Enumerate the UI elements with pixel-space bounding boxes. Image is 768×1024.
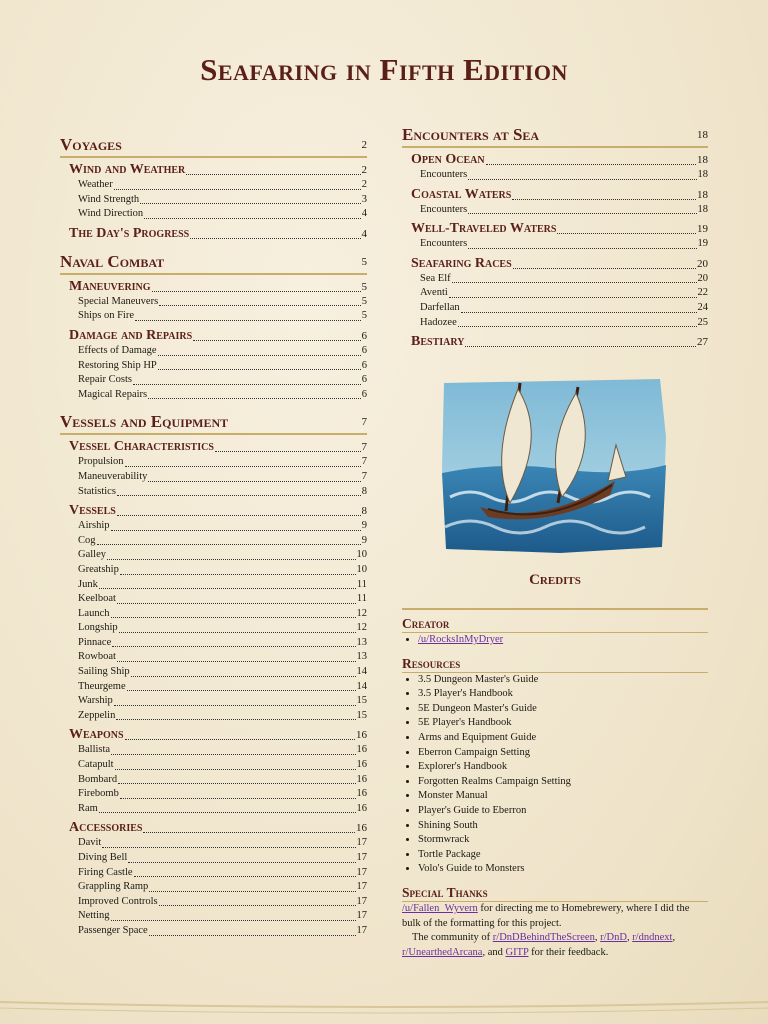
dot-leader bbox=[148, 481, 360, 482]
dot-leader bbox=[131, 676, 356, 677]
page-number: 16 bbox=[356, 729, 367, 742]
page-number: 24 bbox=[697, 301, 708, 313]
page-number: 4 bbox=[361, 208, 367, 220]
page-number: 16 bbox=[356, 822, 367, 835]
toc-label: Sailing Ship bbox=[78, 666, 130, 678]
page-number: 16 bbox=[356, 759, 367, 771]
resource-item: • Tortle Package bbox=[418, 848, 708, 863]
dot-leader bbox=[115, 769, 356, 770]
dot-leader bbox=[186, 174, 360, 175]
toc-entry[interactable] bbox=[60, 650, 367, 665]
toc-label: Rowboat bbox=[78, 651, 116, 663]
page-number: 8 bbox=[361, 505, 367, 518]
page-number: 20 bbox=[697, 272, 708, 284]
toc-label: Greatship bbox=[78, 563, 119, 575]
page-number: 19 bbox=[697, 238, 708, 250]
toc-entry[interactable] bbox=[60, 178, 367, 193]
toc-entry[interactable] bbox=[60, 787, 367, 802]
toc-label: Damage and Repairs bbox=[69, 327, 193, 343]
page-number: 13 bbox=[356, 651, 367, 663]
toc-entry[interactable] bbox=[60, 592, 367, 607]
page-number: 17 bbox=[356, 837, 367, 849]
toc-entry[interactable] bbox=[60, 909, 367, 924]
resource-item: • Monster Manual bbox=[418, 789, 708, 804]
dot-leader bbox=[120, 574, 356, 575]
creator-heading: Creator bbox=[402, 616, 708, 633]
resource-item: • 5E Player's Handbook bbox=[418, 716, 708, 731]
dot-leader bbox=[159, 305, 361, 306]
toc-entry[interactable] bbox=[60, 388, 367, 403]
page-number: 11 bbox=[356, 593, 367, 605]
dot-leader bbox=[143, 832, 355, 833]
group-spacer bbox=[60, 499, 367, 502]
toc-entry[interactable] bbox=[60, 802, 367, 817]
dot-leader bbox=[117, 495, 361, 496]
dot-leader bbox=[117, 661, 356, 662]
resource-item: • 3.5 Dungeon Master's Guide bbox=[418, 673, 708, 688]
page-number: 8 bbox=[361, 485, 367, 497]
thanks-text-1: for directing me to Homebrewery, where I did the bulk of the formatting for this project. bbox=[402, 902, 690, 929]
toc-entry[interactable] bbox=[60, 548, 367, 563]
page-number: 11 bbox=[356, 578, 367, 590]
dot-leader bbox=[144, 218, 361, 219]
toc-label: Statistics bbox=[78, 485, 116, 497]
toc-entry[interactable] bbox=[402, 168, 708, 183]
dot-leader bbox=[159, 905, 356, 906]
toc-entry[interactable] bbox=[60, 621, 367, 636]
page-number: 7 bbox=[361, 470, 367, 482]
dot-leader bbox=[119, 632, 356, 633]
toc-subsection[interactable] bbox=[60, 279, 367, 295]
toc-section[interactable] bbox=[60, 136, 367, 158]
toc-label: Warship bbox=[78, 695, 113, 707]
toc-label: Maneuverability bbox=[78, 470, 148, 482]
toc-entry[interactable] bbox=[60, 665, 367, 680]
toc-label: Longship bbox=[78, 622, 118, 634]
resources-list bbox=[402, 673, 708, 877]
page-number: 14 bbox=[356, 666, 367, 678]
dnd-link[interactable]: r/DnD bbox=[600, 932, 627, 944]
toc-entry[interactable] bbox=[60, 455, 367, 470]
page-number: 10 bbox=[356, 563, 367, 575]
group-spacer bbox=[60, 222, 367, 225]
dot-leader bbox=[112, 646, 355, 647]
dot-leader bbox=[193, 340, 360, 341]
dot-leader bbox=[461, 312, 697, 313]
toc-label: Aventi bbox=[420, 287, 448, 299]
toc-entry[interactable] bbox=[402, 301, 708, 316]
dot-leader bbox=[465, 346, 696, 347]
page-number: 6 bbox=[361, 374, 367, 386]
toc-entry[interactable] bbox=[60, 534, 367, 549]
toc-right-column bbox=[402, 126, 708, 350]
toc-entry[interactable] bbox=[60, 636, 367, 651]
toc-label: Encounters bbox=[420, 203, 468, 215]
dndnext-link[interactable]: r/dndnext bbox=[632, 932, 673, 944]
page-number: 7 bbox=[361, 441, 367, 454]
page-number: 7 bbox=[361, 416, 367, 429]
dot-leader bbox=[149, 935, 356, 936]
dot-leader bbox=[120, 798, 356, 799]
toc-label: Weather bbox=[78, 179, 113, 190]
toc-section[interactable] bbox=[60, 413, 367, 435]
and-text: , and bbox=[482, 946, 506, 958]
dot-leader bbox=[452, 282, 697, 283]
page-number: 18 bbox=[697, 129, 708, 141]
dot-leader bbox=[513, 268, 696, 269]
dot-leader bbox=[116, 719, 355, 720]
page-border-ornament bbox=[0, 996, 768, 1016]
resource-item: • 5E Dungeon Master's Guide bbox=[418, 702, 708, 717]
toc-label: Launch bbox=[78, 607, 110, 619]
page-number: 18 bbox=[697, 188, 708, 201]
resource-item: • Shining South bbox=[418, 819, 708, 834]
dot-leader bbox=[468, 248, 696, 249]
page-number: 4 bbox=[361, 227, 367, 240]
toc-label: Magical Repairs bbox=[78, 388, 148, 400]
page-number: 16 bbox=[356, 802, 367, 814]
dot-leader bbox=[158, 355, 361, 356]
special-thanks-heading: Special Thanks bbox=[402, 885, 708, 902]
toc-label: Airship bbox=[78, 520, 110, 532]
toc-label: Bombard bbox=[78, 773, 118, 785]
toc-entry[interactable] bbox=[60, 373, 367, 388]
toc-entry[interactable] bbox=[60, 470, 367, 485]
toc-label: Coastal Waters bbox=[411, 186, 512, 202]
toc-entry[interactable] bbox=[60, 709, 367, 724]
toc-label: Improved Controls bbox=[78, 895, 158, 907]
toc-label: Grappling Ramp bbox=[78, 881, 149, 893]
toc-subsection[interactable] bbox=[402, 152, 708, 168]
page-number: 17 bbox=[356, 910, 367, 922]
page-number: 6 bbox=[361, 329, 367, 342]
page-number: 25 bbox=[697, 316, 708, 328]
dot-leader bbox=[125, 466, 361, 467]
dot-leader bbox=[117, 515, 361, 516]
page-number: 17 bbox=[356, 852, 367, 863]
toc-label: Wind and Weather bbox=[69, 162, 186, 177]
toc-label: The Day's Progress bbox=[69, 225, 190, 241]
page-number: 17 bbox=[356, 924, 367, 936]
thanks-paragraph-1 bbox=[402, 902, 708, 931]
dndbehindthescreen-link[interactable]: r/DnDBehindTheScreen bbox=[492, 932, 595, 944]
page-number: 3 bbox=[361, 193, 367, 205]
toc-section-title: Voyages bbox=[60, 135, 122, 154]
page-number: 14 bbox=[356, 680, 367, 692]
dot-leader bbox=[102, 847, 355, 848]
dot-leader bbox=[512, 199, 696, 200]
resource-item: • Forgotten Realms Campaign Setting bbox=[418, 775, 708, 790]
credits-heading: Credits bbox=[529, 572, 581, 588]
dot-leader bbox=[97, 544, 361, 545]
toc-label: Maneuvering bbox=[69, 278, 151, 294]
dot-leader bbox=[190, 238, 360, 239]
toc-section-title: Vessels and Equipment bbox=[60, 412, 229, 432]
dot-leader bbox=[149, 891, 355, 892]
toc-label: Ballista bbox=[78, 744, 111, 756]
toc-entry[interactable] bbox=[60, 519, 367, 534]
toc-label: Ships on Fire bbox=[78, 310, 135, 322]
toc-entry[interactable] bbox=[60, 758, 367, 773]
toc-section[interactable] bbox=[402, 126, 708, 148]
toc-entry[interactable] bbox=[60, 485, 367, 500]
dot-leader bbox=[140, 203, 361, 204]
toc-entry[interactable] bbox=[60, 563, 367, 578]
toc-label: Sea Elf bbox=[420, 272, 451, 284]
toc-subsection[interactable] bbox=[60, 727, 367, 743]
page-number: 15 bbox=[356, 709, 367, 721]
page-number: 20 bbox=[697, 257, 708, 270]
page-number: 12 bbox=[356, 607, 367, 619]
page-number: 7 bbox=[361, 456, 367, 468]
page-number: 12 bbox=[356, 622, 367, 634]
dot-leader bbox=[152, 291, 361, 292]
page-number: 5 bbox=[361, 310, 367, 322]
toc-label: Keelboat bbox=[78, 593, 116, 605]
dot-leader bbox=[133, 384, 361, 385]
dot-leader bbox=[107, 559, 356, 560]
group-spacer bbox=[402, 217, 708, 220]
dot-leader bbox=[128, 862, 355, 863]
dot-leader bbox=[125, 739, 355, 740]
toc-label: Weapons bbox=[69, 727, 124, 743]
dot-leader bbox=[468, 179, 696, 180]
dot-leader bbox=[468, 213, 696, 214]
dot-leader bbox=[458, 326, 697, 327]
toc-subsection[interactable] bbox=[60, 439, 367, 455]
dot-leader bbox=[111, 754, 355, 755]
thanks-paragraph-2: The community of r/DnDBehindTheScreen, r/DnD, r/dndnext, r/UnearthedArcana, and GITP for their feedback. bbox=[402, 932, 676, 958]
dot-leader bbox=[99, 812, 356, 813]
dot-leader bbox=[449, 297, 697, 298]
toc-subsection[interactable] bbox=[60, 328, 367, 344]
toc-entry[interactable] bbox=[60, 309, 367, 324]
page-number: 17 bbox=[356, 895, 367, 907]
toc-entry[interactable] bbox=[60, 295, 367, 310]
toc-label: Well-Traveled Waters bbox=[411, 221, 557, 237]
dot-leader bbox=[118, 783, 355, 784]
toc-entry[interactable] bbox=[60, 680, 367, 695]
resource-item: • Volo's Guide to Monsters bbox=[418, 862, 708, 877]
toc-label: Junk bbox=[78, 578, 98, 590]
fallen-wyvern-link[interactable]: /u/Fallen_Wyvern bbox=[402, 902, 478, 914]
toc-label: Vessels bbox=[69, 503, 116, 519]
thanks-text-2: The community of bbox=[412, 932, 493, 944]
toc-subsection[interactable] bbox=[402, 256, 708, 272]
dot-leader bbox=[486, 164, 696, 165]
toc-label: Effects of Damage bbox=[78, 344, 157, 356]
toc-label: Restoring Ship HP bbox=[78, 359, 157, 371]
toc-label: Catapult bbox=[78, 759, 114, 771]
page-number: 2 bbox=[361, 139, 367, 151]
toc-subsection[interactable] bbox=[60, 162, 367, 178]
resource-item: • Explorer's Handbook bbox=[418, 760, 708, 775]
dot-leader bbox=[158, 369, 361, 370]
page-number: 13 bbox=[356, 636, 367, 648]
creator-link[interactable]: /u/RocksInMyDryer bbox=[418, 634, 504, 645]
page-number: 6 bbox=[361, 344, 367, 356]
dot-leader bbox=[111, 920, 356, 921]
page-number: 17 bbox=[356, 866, 367, 878]
toc-entry[interactable] bbox=[60, 773, 367, 788]
toc-label: Wind Direction bbox=[78, 208, 144, 220]
toc-entry[interactable] bbox=[402, 272, 708, 287]
toc-entry[interactable] bbox=[60, 895, 367, 910]
toc-entry[interactable] bbox=[402, 237, 708, 252]
resource-item: • 3.5 Player's Handbook bbox=[418, 687, 708, 702]
dot-leader bbox=[111, 530, 361, 531]
toc-label: Repair Costs bbox=[78, 374, 132, 386]
toc-entry[interactable] bbox=[60, 694, 367, 709]
toc-label: Firebomb bbox=[78, 788, 119, 800]
toc-label: Special Maneuvers bbox=[78, 295, 159, 307]
dot-leader bbox=[135, 320, 361, 321]
toc-entry[interactable] bbox=[60, 880, 367, 895]
toc-label: Passenger Space bbox=[78, 924, 148, 936]
toc-left-column bbox=[60, 136, 367, 939]
toc-label: Pinnace bbox=[78, 636, 112, 648]
page-title: Seafaring in Fifth Edition bbox=[200, 52, 568, 87]
toc-entry[interactable] bbox=[60, 578, 367, 593]
toc-entry[interactable] bbox=[60, 851, 367, 866]
page-number: 6 bbox=[361, 388, 367, 400]
dot-leader bbox=[114, 189, 361, 190]
page-number: 18 bbox=[697, 203, 708, 215]
credits-divider bbox=[402, 608, 708, 610]
page-number: 9 bbox=[361, 520, 367, 532]
group-spacer bbox=[402, 183, 708, 186]
toc-entry[interactable] bbox=[60, 193, 367, 208]
toc-label: Ram bbox=[78, 802, 98, 814]
toc-subsection[interactable] bbox=[402, 187, 708, 203]
toc-subsection[interactable] bbox=[60, 503, 367, 519]
toc-entry[interactable] bbox=[60, 359, 367, 374]
toc-entry[interactable] bbox=[60, 344, 367, 359]
toc-label: Firing Castle bbox=[78, 866, 133, 878]
toc-entry[interactable] bbox=[60, 743, 367, 758]
toc-entry[interactable] bbox=[402, 286, 708, 301]
page-number: 10 bbox=[356, 549, 367, 561]
toc-entry[interactable] bbox=[60, 607, 367, 622]
toc-label: Theurgeme bbox=[78, 680, 126, 692]
gitp-link[interactable]: GITP bbox=[505, 946, 529, 958]
group-spacer bbox=[60, 816, 367, 819]
page-number: 27 bbox=[697, 336, 708, 349]
toc-label: Open Ocean bbox=[411, 152, 485, 167]
page-number: 6 bbox=[361, 359, 367, 371]
toc-label: Seafaring Races bbox=[411, 255, 512, 271]
toc-entry[interactable] bbox=[402, 316, 708, 331]
toc-subsection[interactable] bbox=[60, 820, 367, 836]
toc-subsection[interactable] bbox=[402, 334, 708, 350]
resource-item: • Stormwrack bbox=[418, 833, 708, 848]
group-spacer bbox=[60, 723, 367, 726]
resource-item: • Arms and Equipment Guide bbox=[418, 731, 708, 746]
toc-subsection[interactable] bbox=[402, 221, 708, 237]
toc-label: Wind Strength bbox=[78, 193, 140, 205]
page-number: 15 bbox=[356, 695, 367, 707]
toc-label: Vessel Characteristics bbox=[69, 439, 214, 455]
dot-leader bbox=[215, 451, 361, 452]
dot-leader bbox=[134, 876, 356, 877]
unearthedarcana-link[interactable]: r/UnearthedArcana bbox=[402, 946, 483, 958]
page-number: 9 bbox=[361, 534, 367, 546]
credits-section bbox=[402, 616, 708, 960]
toc-label: Zeppelin bbox=[78, 709, 116, 721]
page-number: 16 bbox=[356, 773, 367, 785]
list-item bbox=[418, 633, 708, 648]
toc-entry[interactable] bbox=[60, 924, 367, 939]
page-number: 5 bbox=[361, 295, 367, 307]
page-number: 18 bbox=[697, 169, 708, 180]
toc-entry[interactable] bbox=[60, 866, 367, 881]
dot-leader bbox=[127, 690, 356, 691]
toc-label: Encounters bbox=[420, 169, 468, 180]
dot-leader bbox=[114, 705, 356, 706]
sailing-ship-illustration bbox=[440, 377, 668, 555]
resources-heading: Resources bbox=[402, 656, 708, 673]
page-number: 2 bbox=[361, 164, 367, 176]
toc-label: Darfellan bbox=[420, 301, 460, 313]
page-number: 19 bbox=[697, 223, 708, 236]
toc-label: Bestiary bbox=[411, 334, 465, 350]
group-spacer bbox=[402, 330, 708, 333]
resource-item: • Eberron Campaign Setting bbox=[418, 746, 708, 761]
page-number: 22 bbox=[697, 287, 708, 299]
toc-entry[interactable] bbox=[402, 203, 708, 218]
toc-label: Galley bbox=[78, 549, 106, 561]
group-spacer bbox=[60, 324, 367, 327]
toc-label: Accessories bbox=[69, 820, 143, 836]
page-number: 5 bbox=[361, 280, 367, 293]
group-spacer bbox=[402, 252, 708, 255]
page-number: 16 bbox=[356, 744, 367, 756]
thanks-text-3: for their feedback. bbox=[528, 946, 609, 958]
dot-leader bbox=[99, 588, 356, 589]
toc-label: Encounters bbox=[420, 238, 468, 250]
toc-label: Netting bbox=[78, 910, 110, 922]
toc-label: Diving Bell bbox=[78, 852, 128, 863]
dot-leader bbox=[557, 233, 696, 234]
toc-label: Davit bbox=[78, 837, 102, 849]
dot-leader bbox=[111, 617, 356, 618]
page-number: 5 bbox=[361, 255, 367, 268]
page-number: 16 bbox=[356, 788, 367, 800]
dot-leader bbox=[117, 603, 356, 604]
resource-item: • Player's Guide to Eberron bbox=[418, 804, 708, 819]
toc-subsection[interactable] bbox=[60, 226, 367, 242]
toc-label: Propulsion bbox=[78, 456, 124, 468]
toc-section-title: Encounters at Sea bbox=[402, 125, 540, 144]
page-number: 18 bbox=[697, 154, 708, 166]
toc-section[interactable] bbox=[60, 253, 367, 275]
toc-section-title: Naval Combat bbox=[60, 251, 165, 271]
toc-entry[interactable] bbox=[60, 207, 367, 222]
dot-leader bbox=[148, 398, 361, 399]
toc-entry[interactable] bbox=[60, 836, 367, 851]
page-number: 2 bbox=[361, 179, 367, 190]
toc-label: Cog bbox=[78, 534, 96, 546]
page-number: 17 bbox=[356, 881, 367, 893]
creator-list bbox=[402, 633, 708, 648]
toc-label: Hadozee bbox=[420, 316, 457, 328]
